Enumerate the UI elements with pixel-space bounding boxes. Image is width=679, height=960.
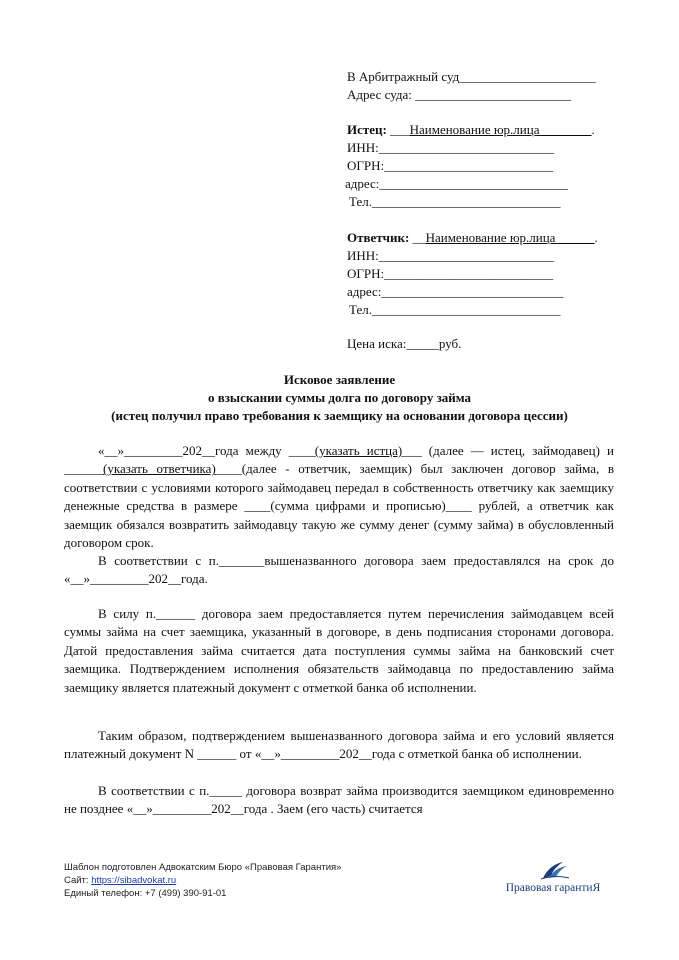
p3-text: В силу п.______ договора заем предоставляется путем перечисления займодавцем всей суммы займа на счет заемщика, указанный в договоре, в день подписания сторонами договора. Датой предоставления займа считается дата поступления суммы займа на банковский счет заемщика. Подтверждением исполнения обязательств займодавца по предоставлению займа заемщику является платежный документ с отметкой банка об исполнении. — [64, 606, 614, 695]
defendant-phone-line: Тел._____________________________ — [349, 302, 561, 317]
footer — [64, 861, 341, 900]
court-address-line: Адрес суда: ________________________ — [347, 87, 572, 102]
defendant-name: Наименование юр.лица______ — [425, 230, 595, 245]
logo-text: Правовая гарантиЯ — [505, 882, 601, 894]
p1-defendant-placeholder: (указать ответчика) — [103, 461, 216, 477]
document-subtitle-note: (истец получил право требования к заемщику на основании договора цессии) — [111, 408, 568, 423]
company-logo — [503, 858, 603, 902]
defendant-prefix: __ — [409, 230, 426, 245]
defendant-suffix: . — [594, 230, 598, 245]
court-line: В Арбитражный суд_____________________ — [347, 69, 596, 84]
paragraph-1 — [64, 442, 614, 552]
plaintiff-prefix: ___ — [386, 122, 410, 137]
footer-site-label: Сайт: — [64, 875, 92, 886]
defendant-address-line: адрес:____________________________ — [347, 284, 564, 299]
plaintiff-suffix: . — [591, 122, 595, 137]
p1-plaintiff-placeholder: (указать истца) — [314, 443, 403, 458]
plaintiff-label: Истец: — [347, 122, 387, 137]
document-subtitle: о взыскании суммы долга по договору займа — [207, 390, 472, 405]
footer-template-note: Шаблон подготовлен Адвокатским Бюро «Правовая Гарантия» — [64, 862, 342, 873]
paragraph-5 — [64, 782, 614, 819]
defendant-inn-line: ИНН:___________________________ — [347, 248, 555, 263]
plaintiff-name: Наименование юр.лица________ — [409, 122, 592, 137]
plaintiff-phone-line: Тел._____________________________ — [349, 194, 561, 209]
p5-text: В соответствии с п._____ договора возврат займа производится заемщиком единовременно не позднее «__»_________202__года . Заем (его часть) считается — [64, 783, 614, 817]
plaintiff-line — [347, 122, 595, 138]
paragraph-3 — [64, 605, 614, 697]
footer-phone: Единый телефон: +7 (499) 390-91-01 — [64, 888, 227, 899]
p1-part-b: ___ (далее — истец, займодавец) и ______ — [64, 443, 614, 477]
p1-part-a: «__»_________202__года между ____ — [98, 443, 315, 458]
document-title: Исковое заявление — [283, 372, 396, 387]
plaintiff-ogrn-line: ОГРН:__________________________ — [347, 158, 554, 173]
claim-price-line: Цена иска:_____руб. — [347, 336, 462, 351]
p4-text: Таким образом, подтверждением вышеназванного договора займа и его условий является платежный документ N ______ от «__»_________202__года с отметкой банка об исполнении. — [64, 728, 614, 762]
footer-site-line — [64, 874, 341, 887]
plaintiff-address-line: адрес:_____________________________ — [345, 176, 568, 191]
defendant-line — [347, 230, 598, 246]
footer-site-link[interactable]: https://sibadvokat.ru — [91, 875, 177, 886]
p2-text: В соответствии с п._______вышеназванного договора заем предоставлялся на срок до «__»_________202__года. — [64, 553, 614, 587]
plaintiff-inn-line: ИНН:___________________________ — [347, 140, 555, 155]
logo-wave-icon — [503, 858, 603, 882]
paragraph-2 — [64, 552, 614, 589]
defendant-ogrn-line: ОГРН:__________________________ — [347, 266, 554, 281]
defendant-label: Ответчик: — [347, 230, 410, 245]
paragraph-4 — [64, 727, 614, 764]
p1-part-c: ____(далее - ответчик, заемщик) был заключен договор займа, в соответствии с условиями которого займодавец передал в собственность ответчику как заемщику денежные средства в размере ____(сумма цифрами и прописью)____ рублей, а ответчик как заемщик обязался возвратить займодавцу такую же сумму денег (сумму займа) в обусловленный договором срок. — [64, 461, 615, 551]
